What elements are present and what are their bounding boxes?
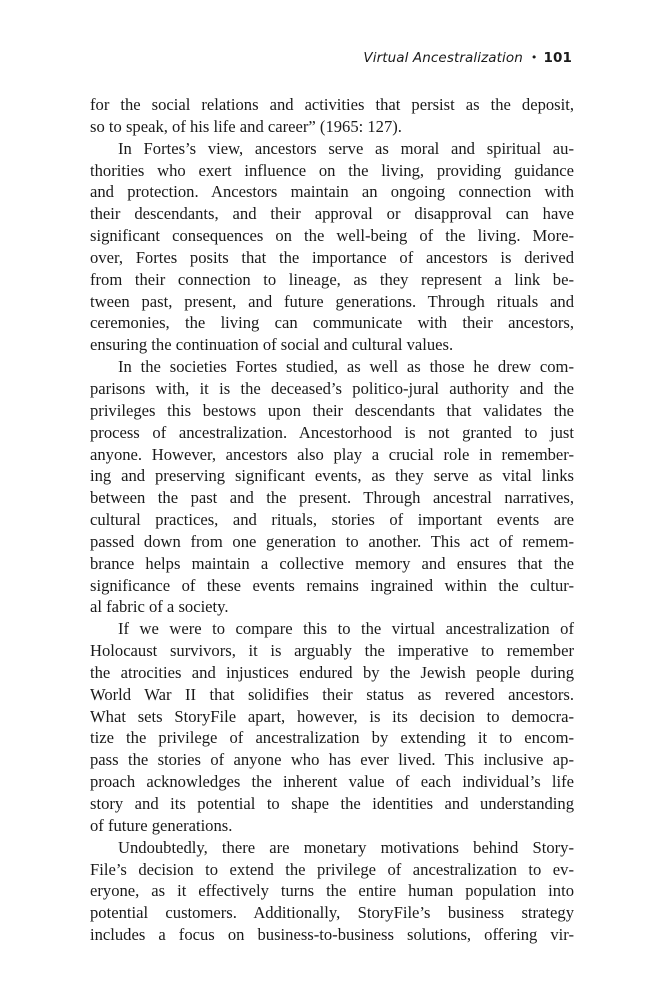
text-line: parisons with, it is the deceased’s politico-jural authority and the (90, 378, 574, 398)
text-line: process of ancestralization. Ancestorhood is not granted to just (90, 422, 574, 442)
text-line: brance helps maintain a collective memory and ensures that the (90, 553, 574, 573)
text-line: What sets StoryFile apart, however, is its decision to democra- (90, 706, 574, 726)
text-line: ensuring the continuation of social and cultural values. (90, 335, 454, 355)
paragraph (90, 94, 574, 138)
paragraph (90, 356, 574, 618)
text-line: tween past, present, and future generations. Through rituals and (90, 291, 574, 311)
text-line: from their connection to lineage, as they represent a link be- (90, 269, 574, 289)
running-head (363, 50, 572, 66)
text-line: If we were to compare this to the virtual ancestralization of (118, 619, 574, 639)
text-line: Undoubtedly, there are monetary motivations behind Story- (118, 837, 574, 857)
page-number: 101 (543, 50, 572, 66)
text-line: for the social relations and activities that persist as the deposit, (90, 95, 574, 114)
text-line: over, Fortes posits that the importance of ancestors is derived (90, 247, 574, 267)
text-line: includes a focus on business-to-business solutions, offering vir- (90, 925, 574, 945)
paragraph (90, 837, 574, 946)
text-line: ceremonies, the living can communicate with their ancestors, (90, 313, 574, 333)
text-line: tize the privilege of ancestralization by extending it to encom- (90, 728, 574, 748)
body-text (90, 94, 574, 946)
text-line: Holocaust survivors, it is arguably the imperative to remember (90, 641, 574, 661)
paragraph (90, 138, 574, 356)
text-line: privileges this bestows upon their descendants that validates the (90, 400, 574, 420)
text-line: passed down from one generation to another. This act of remem- (90, 531, 574, 551)
running-head-title: Virtual Ancestralization (363, 50, 523, 66)
text-line: of future generations. (90, 815, 233, 835)
text-line: potential customers. Additionally, StoryFile’s business strategy (90, 903, 574, 923)
text-line: File’s decision to extend the privilege of ancestralization to ev- (90, 859, 574, 879)
text-line: pass the stories of anyone who has ever lived. This inclusive ap- (90, 750, 574, 770)
paragraph (90, 618, 574, 836)
text-line: significant consequences on the well-being of the living. More- (90, 226, 574, 246)
text-line: their descendants, and their approval or disapproval can have (90, 204, 574, 224)
text-line: anyone. However, ancestors also play a crucial role in remember- (90, 444, 574, 464)
text-line: between the past and the present. Through ancestral narratives, (90, 488, 574, 508)
text-line: World War II that solidifies their status as revered ancestors. (90, 684, 574, 704)
text-line: eryone, as it effectively turns the entire human population into (90, 881, 574, 901)
text-line: ing and preserving significant events, as they serve as vital links (90, 466, 574, 486)
text-line: and protection. Ancestors maintain an ongoing connection with (90, 182, 574, 202)
text-line: proach acknowledges the inherent value of each individual’s life (90, 772, 574, 792)
running-head-bullet: • (530, 51, 538, 64)
text-line: In the societies Fortes studied, as well as those he drew com- (118, 357, 574, 377)
text-line: significance of these events remains ingrained within the cultur- (90, 575, 574, 595)
text-line: the atrocities and injustices endured by the Jewish people during (90, 662, 574, 682)
text-line: cultural practices, and rituals, stories of important events are (90, 510, 574, 530)
text-line: In Fortes’s view, ancestors serve as moral and spiritual au- (118, 138, 574, 158)
text-line: thorities who exert influence on the living, providing guidance (90, 160, 574, 180)
text-line: so to speak, of his life and career” (1965: 127). (90, 116, 402, 136)
text-line: al fabric of a society. (90, 597, 229, 617)
text-line: story and its potential to shape the identities and understanding (90, 794, 574, 813)
